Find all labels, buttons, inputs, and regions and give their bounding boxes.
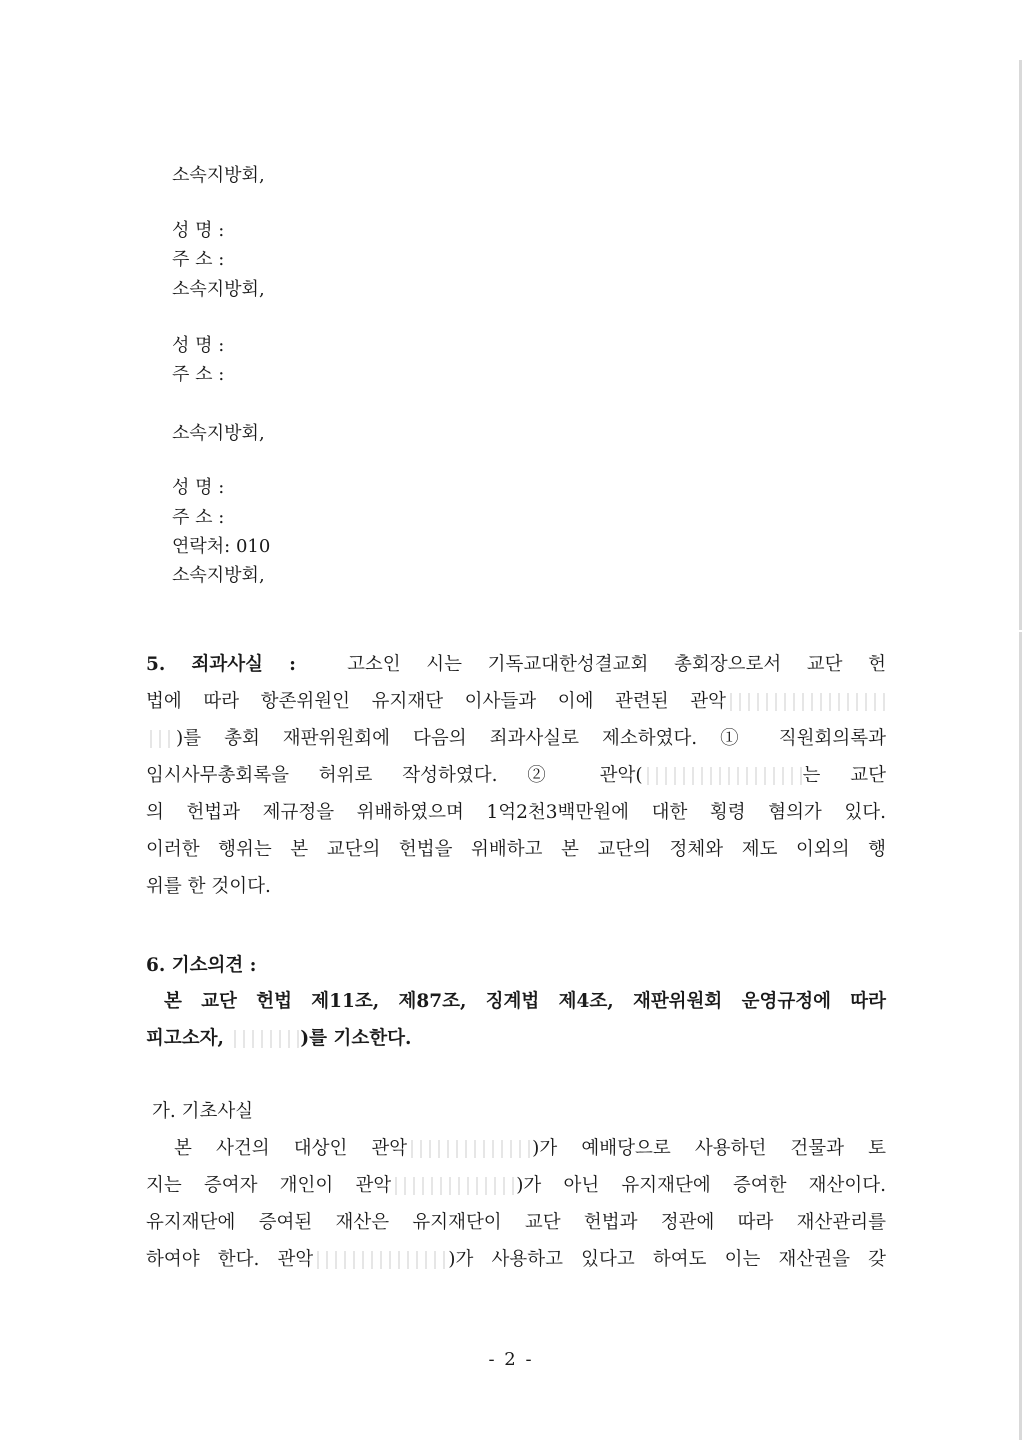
section-5-line: )를 총회 재판위원회에 다음의 죄과사실로 제소하였다. ① 직원회의록과	[176, 728, 886, 749]
section-5	[146, 646, 886, 905]
section-5-line: 이러한 행위는 본 교단의 헌법을 위배하고 본 교단의 정체와 제도 이외의 행	[146, 839, 886, 860]
section-a-line: )가 사용하고 있다고 하여도 이는 재산권을 갖	[448, 1249, 886, 1270]
member-church: 소속지방회,	[172, 165, 265, 186]
redacted-text	[726, 693, 886, 711]
section-a-line: 지는 증여자 개인이 관악	[146, 1175, 392, 1196]
member-name: 성 명 :	[172, 335, 225, 356]
redacted-text	[146, 730, 176, 748]
member-address: 주 소 :	[172, 364, 225, 385]
section-6	[146, 947, 886, 984]
section-5-line: 법에 따라 항존위원인 유지재단 이사들과 이에 관련된 관악	[146, 691, 726, 712]
section-6-line: 본 교단 헌법 제11조, 제87조, 징계법 제4조, 재판위원회 운영규정에 따라	[164, 991, 886, 1012]
section-a-line: 유지재단에 증여된 재산은 유지재단이 교단 헌법과 정관에 따라 재산관리를	[146, 1212, 886, 1233]
member-church: 소속지방회,	[172, 565, 265, 586]
page-number: - 2 -	[488, 1349, 534, 1370]
section-5-line: 임시사무총회록을 허위로 작성하였다. ② 관악(	[146, 765, 643, 786]
member-name: 성 명 :	[172, 477, 225, 498]
section-a-line: )가 예배당으로 사용하던 건물과 토	[532, 1138, 887, 1159]
section-a-heading: 가. 기초사실	[152, 1101, 254, 1122]
section-5-line: 는 교단	[802, 765, 886, 786]
section-a	[146, 1093, 886, 1278]
section-5-line: 의 헌법과 제규정을 위배하였으며 1억2천3백만원에 대한 횡령 혐의가 있다.	[146, 802, 886, 823]
redacted-text	[643, 767, 803, 785]
member-church: 소속지방회,	[172, 423, 265, 444]
member-address: 주 소 :	[172, 507, 225, 528]
redacted-text	[407, 1140, 532, 1158]
member-address: 주 소 :	[172, 249, 225, 270]
section-a-line: 본 사건의 대상인 관악	[174, 1138, 408, 1159]
section-a-line: 하여야 한다. 관악	[146, 1249, 314, 1270]
section-5-line: 위를 한 것이다.	[146, 876, 271, 897]
redacted-text	[230, 1030, 300, 1048]
member-contact: 연락처: 010	[172, 536, 271, 557]
redacted-text	[391, 1177, 516, 1195]
section-6-line: )를 기소한다.	[300, 1028, 412, 1049]
member-church: 소속지방회,	[172, 279, 265, 300]
section-6-body	[146, 983, 886, 1057]
section-5-line: 고소인 시는 기독교대한성결교회 총회장으로서 교단 헌	[347, 654, 886, 675]
section-a-line: )가 아닌 유지재단에 증여한 재산이다.	[516, 1175, 887, 1196]
section-5-heading: 5. 죄과사실 :	[146, 654, 296, 675]
section-6-line: 피고소자,	[146, 1028, 224, 1049]
redacted-text	[313, 1251, 448, 1269]
section-6-heading: 6. 기소의견 :	[146, 955, 257, 976]
member-name: 성 명 :	[172, 220, 225, 241]
